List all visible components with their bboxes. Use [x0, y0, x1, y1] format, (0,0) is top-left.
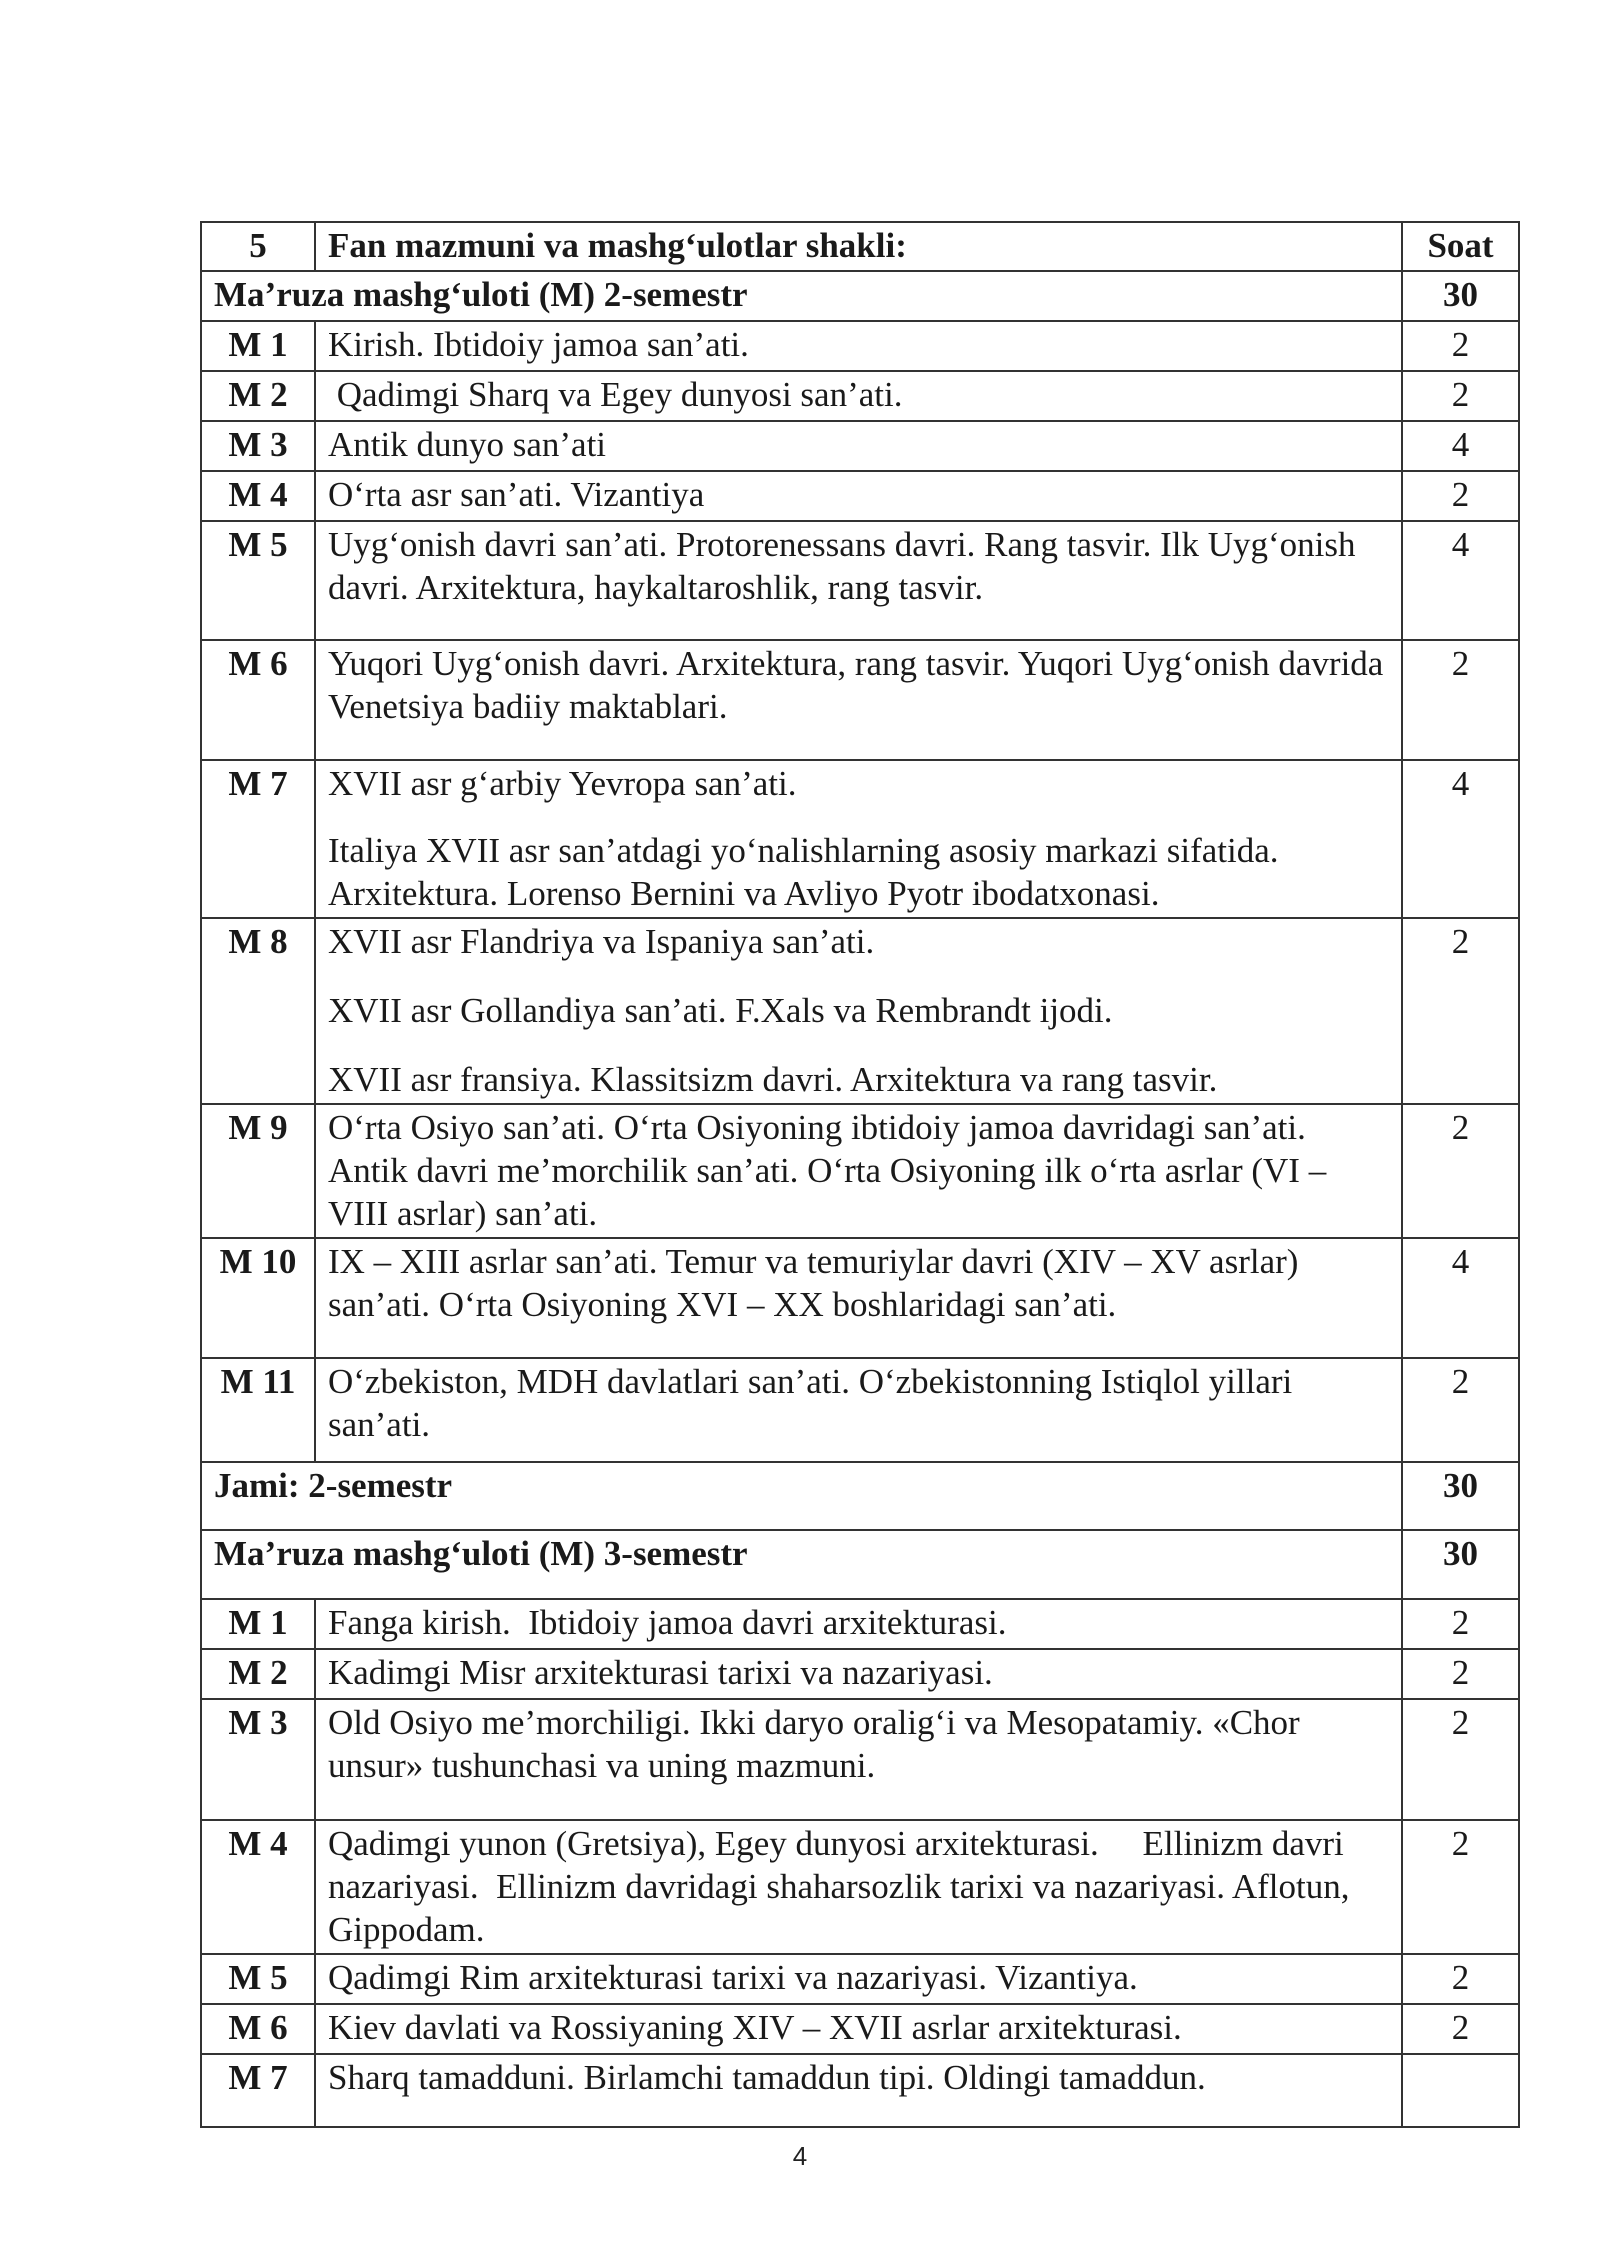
lecture-code: M 3: [201, 421, 315, 471]
lecture-topic: [315, 1649, 1402, 1699]
table-row: [201, 1699, 1519, 1820]
table-header-row: [201, 222, 1519, 271]
lecture-code: M 6: [201, 2004, 315, 2054]
topic-text: Yuqori Uyg‘onish davri. Arxitektura, rang tasvir. Yuqori Uyg‘onish davrida Venetsiya badiiy maktablari.: [328, 644, 1384, 726]
lecture-topic: [315, 1238, 1402, 1358]
lecture-code: M 5: [201, 521, 315, 640]
lecture-code: M 4: [201, 1820, 315, 1954]
lecture-hours: [1402, 2054, 1519, 2127]
lecture-hours: 2: [1402, 1104, 1519, 1238]
lecture-topic: [315, 918, 1402, 1104]
lecture-topic: [315, 471, 1402, 521]
topic-text: O‘zbekiston, MDH davlatlari san’ati. O‘zbekistonning Istiqlol yillari san’ati.: [328, 1362, 1293, 1444]
semester3-heading-row: [201, 1530, 1519, 1599]
topic-text: IX – XIII asrlar san’ati. Temur va temuriylar davri (XIV – XV asrlar) san’ati. O‘rta Osiyoning XVI – XX boshlaridagi san’ati.: [328, 1242, 1299, 1324]
table-row: [201, 521, 1519, 640]
lecture-code: M 8: [201, 918, 315, 1104]
lecture-hours: 4: [1402, 1238, 1519, 1358]
table-row: [201, 371, 1519, 421]
page-number: 4: [792, 2141, 808, 2171]
lecture-hours: 2: [1402, 321, 1519, 371]
lecture-hours: 2: [1402, 1358, 1519, 1462]
table-row: [201, 1599, 1519, 1649]
lecture-hours: 2: [1402, 1649, 1519, 1699]
lecture-topic: [315, 1599, 1402, 1649]
lecture-hours: 4: [1402, 421, 1519, 471]
lecture-hours: 2: [1402, 640, 1519, 760]
table-row: [201, 471, 1519, 521]
lecture-hours: 2: [1402, 918, 1519, 1104]
hours-header: Soat: [1402, 222, 1519, 271]
lecture-hours: 2: [1402, 1954, 1519, 2004]
lecture-code: M 1: [201, 1599, 315, 1649]
table-row: [201, 421, 1519, 471]
lecture-hours: 2: [1402, 2004, 1519, 2054]
lecture-topic: [315, 1954, 1402, 2004]
lecture-code: M 4: [201, 471, 315, 521]
semester2-total-hours: 30: [1402, 1462, 1519, 1530]
lecture-hours: 2: [1402, 1699, 1519, 1820]
semester2-heading-row: [201, 271, 1519, 321]
topic-text: XVII asr fransiya. Klassitsizm davri. Arxitektura va rang tasvir.: [328, 1060, 1218, 1099]
topic-text: Qadimgi Rim arxitekturasi tarixi va nazariyasi. Vizantiya.: [328, 1958, 1138, 1997]
lecture-topic: [315, 1699, 1402, 1820]
table-row: [201, 1104, 1519, 1238]
lecture-topic: [315, 371, 1402, 421]
table-row: [201, 321, 1519, 371]
topic-text: Qadimgi yunon (Gretsiya), Egey dunyosi arxitekturasi. Ellinizm davri nazariyasi. Ellinizm davridagi shaharsozlik tarixi va nazariyasi. Aflotun, Gippodam.: [328, 1824, 1359, 1949]
curriculum-table: [200, 221, 1520, 2128]
semester3-title: Ma’ruza mashg‘uloti (M) 3-semestr: [201, 1530, 1402, 1599]
topic-text: Antik dunyo san’ati: [328, 425, 607, 464]
topic-text: Italiya XVII asr san’atdagi yo‘nalishlarning asosiy markazi sifatida. Arxitektura. Lorenso Bernini va Avliyo Pyotr ibodatxonasi.: [328, 831, 1279, 913]
topic-text: XVII asr g‘arbiy Yevropa san’ati.: [328, 764, 797, 803]
topic-text: Qadimgi Sharq va Egey dunyosi san’ati.: [328, 375, 903, 414]
table-row: [201, 1238, 1519, 1358]
lecture-topic: [315, 521, 1402, 640]
lecture-code: M 1: [201, 321, 315, 371]
lecture-topic: [315, 640, 1402, 760]
semester2-title: Ma’ruza mashg‘uloti (M) 2-semestr: [201, 271, 1402, 321]
table-row: [201, 1649, 1519, 1699]
section-number: 5: [201, 222, 315, 271]
lecture-hours: 2: [1402, 1599, 1519, 1649]
table-row: [201, 1358, 1519, 1462]
lecture-topic: [315, 2004, 1402, 2054]
lecture-hours: 4: [1402, 760, 1519, 918]
lecture-hours: 2: [1402, 471, 1519, 521]
topic-text: O‘rta asr san’ati. Vizantiya: [328, 475, 705, 514]
table-row: [201, 760, 1519, 918]
topic-text: Old Osiyo me’morchiligi. Ikki daryo oralig‘i va Mesopatamiy. «Chor unsur» tushunchasi va uning mazmuni.: [328, 1703, 1300, 1785]
table-row: [201, 918, 1519, 1104]
topic-text: Uyg‘onish davri san’ati. Protorenessans davri. Rang tasvir. Ilk Uyg‘onish davri. Arxitektura, haykaltaroshlik, rang tasvir.: [328, 525, 1356, 607]
lecture-code: M 6: [201, 640, 315, 760]
semester2-total-label: Jami: 2-semestr: [201, 1462, 1402, 1530]
section-title: Fan mazmuni va mashg‘ulotlar shakli:: [315, 222, 1402, 271]
lecture-topic: [315, 1104, 1402, 1238]
topic-text: Kadimgi Misr arxitekturasi tarixi va nazariyasi.: [328, 1653, 993, 1692]
lecture-hours: 4: [1402, 521, 1519, 640]
lecture-code: M 9: [201, 1104, 315, 1238]
lecture-topic: [315, 2054, 1402, 2127]
table-row: [201, 2004, 1519, 2054]
lecture-topic: [315, 421, 1402, 471]
semester2-total-row: [201, 1462, 1519, 1530]
lecture-code: M 2: [201, 1649, 315, 1699]
lecture-code: M 5: [201, 1954, 315, 2004]
topic-text: Fanga kirish. Ibtidoiy jamoa davri arxitekturasi.: [328, 1603, 1007, 1642]
lecture-code: M 10: [201, 1238, 315, 1358]
topic-text: XVII asr Gollandiya san’ati. F.Xals va Rembrandt ijodi.: [328, 991, 1113, 1030]
semester3-hours: 30: [1402, 1530, 1519, 1599]
lecture-code: M 7: [201, 2054, 315, 2127]
lecture-hours: 2: [1402, 371, 1519, 421]
lecture-code: M 7: [201, 760, 315, 918]
topic-text: Kirish. Ibtidoiy jamoa san’ati.: [328, 325, 749, 364]
lecture-code: M 3: [201, 1699, 315, 1820]
lecture-topic: [315, 760, 1402, 918]
lecture-topic: [315, 1820, 1402, 1954]
topic-text: Sharq tamadduni. Birlamchi tamaddun tipi. Oldingi tamaddun.: [328, 2058, 1206, 2097]
lecture-code: M 2: [201, 371, 315, 421]
lecture-topic: [315, 1358, 1402, 1462]
table-row: [201, 640, 1519, 760]
table-row: [201, 1954, 1519, 2004]
topic-text: O‘rta Osiyo san’ati. O‘rta Osiyoning ibtidoiy jamoa davridagi san’ati. Antik davri me’morchilik san’ati. O‘rta Osiyoning ilk o‘rta asrlar (VI – VIII asrlar) san’ati.: [328, 1108, 1327, 1233]
topic-text: XVII asr Flandriya va Ispaniya san’ati.: [328, 922, 875, 961]
semester2-hours: 30: [1402, 271, 1519, 321]
lecture-hours: 2: [1402, 1820, 1519, 1954]
lecture-topic: [315, 321, 1402, 371]
lecture-code: M 11: [201, 1358, 315, 1462]
table-row: [201, 2054, 1519, 2127]
table-row: [201, 1820, 1519, 1954]
topic-text: Kiev davlati va Rossiyaning XIV – XVII asrlar arxitekturasi.: [328, 2008, 1182, 2047]
